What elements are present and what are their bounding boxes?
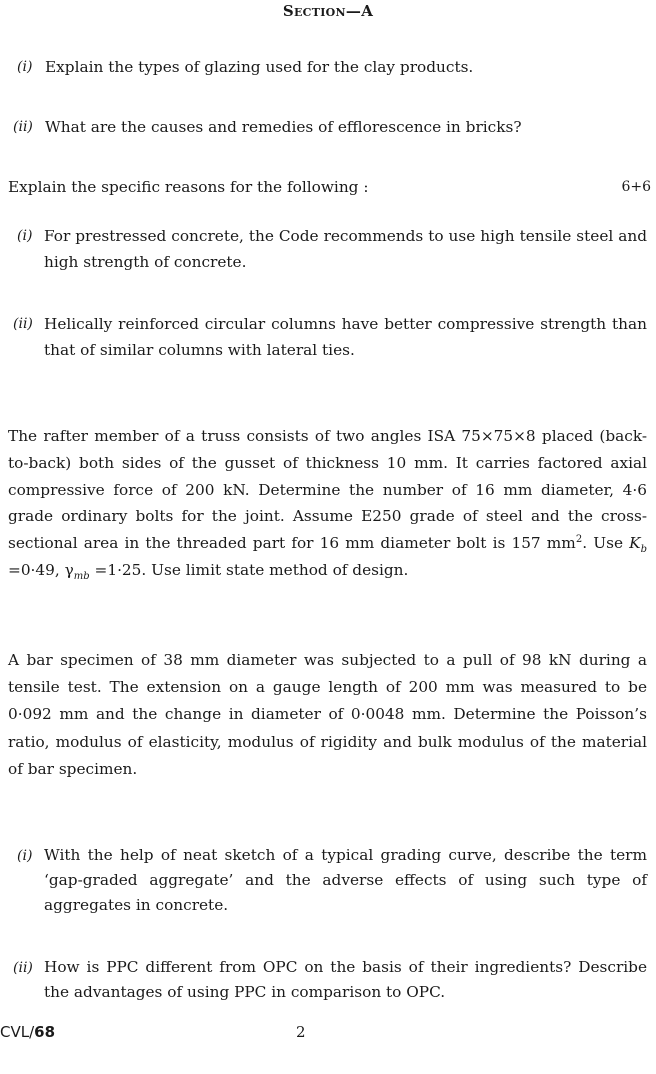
section-heading: Section—A xyxy=(282,2,374,20)
q1-part-i-text: Explain the types of glazing used for the clay products. xyxy=(45,58,474,76)
q1-part-i-number: (i) xyxy=(17,59,33,75)
q3-kb-subscript: b xyxy=(640,544,647,556)
q3-text-sup: 2 xyxy=(575,534,583,546)
q3-text-part2: . Use xyxy=(582,534,623,553)
paper-code-number: 68 xyxy=(34,1023,56,1041)
q3-gamma-symbol: γ xyxy=(64,560,74,579)
q5-part-ii xyxy=(13,955,647,1005)
q3-gamma-value: =1·25. Use limit state method of design. xyxy=(89,560,409,579)
paper-code xyxy=(0,1019,55,1045)
q2-intro-line xyxy=(8,174,651,200)
q3-gamma-subscript: mb xyxy=(73,571,90,583)
q2-intro: Explain the specific reasons for the following : xyxy=(8,178,369,196)
q5-part-i-text: With the help of neat sketch of a typical grading curve, describe the term ‘gap-graded aggregate’ and the adverse effects of using such type of aggregates in concrete. xyxy=(44,846,647,914)
q3-text xyxy=(8,423,647,584)
page-number: 2 xyxy=(296,1023,306,1041)
q1-part-i xyxy=(17,54,647,80)
q5-part-i-number: (i) xyxy=(17,848,33,864)
q2-part-ii xyxy=(13,311,647,363)
q1-part-ii-number: (ii) xyxy=(13,119,33,135)
q1-part-ii-text: What are the causes and remedies of efflorescence in bricks? xyxy=(45,118,522,136)
q5-part-ii-number: (ii) xyxy=(13,960,33,976)
q2-marks: 6+6 xyxy=(621,179,651,195)
q5-part-i xyxy=(17,843,647,918)
q2-part-ii-text: Helically reinforced circular columns have better compressive strength than that of similar columns with lateral ties. xyxy=(44,315,647,359)
q5-part-ii-text: How is PPC different from OPC on the basis of their ingredients? Describe the advantages of using PPC in comparison to OPC. xyxy=(44,958,647,1001)
q3-kb-value: =0·49, xyxy=(8,560,65,579)
q2-part-i-text: For prestressed concrete, the Code recommends to use high tensile steel and high strength of concrete. xyxy=(44,227,647,271)
q2-part-i xyxy=(17,223,647,275)
paper-code-prefix: CVL/ xyxy=(0,1023,35,1041)
q4-text: A bar specimen of 38 mm diameter was subjected to a pull of 98 kN during a tensile test. The extension on a gauge length of 200 mm was measured to be 0·092 mm and the change in diameter of 0·0048 mm. Determine the Poisson’s ratio, modulus of elasticity, modulus of rigidity and bulk modulus of the material of bar specimen. xyxy=(8,651,647,778)
q3-kb-symbol: K xyxy=(629,534,641,553)
q3-text-part1: The rafter member of a truss consists of two angles ISA 75×75×8 placed (back-to-back) both sides of the gusset of thickness 10 mm. It carries factored axial compressive force of 200 kN. Determine the number of 16 mm diameter, 4·6 grade ordinary bolts for the joint. Assume E250 grade of steel and the cross-sectional area in the threaded part for 16 mm diameter bolt is 157 mm xyxy=(8,427,647,553)
q2-part-ii-number: (ii) xyxy=(13,316,33,332)
q1-part-ii xyxy=(13,114,647,140)
q2-part-i-number: (i) xyxy=(17,228,33,244)
